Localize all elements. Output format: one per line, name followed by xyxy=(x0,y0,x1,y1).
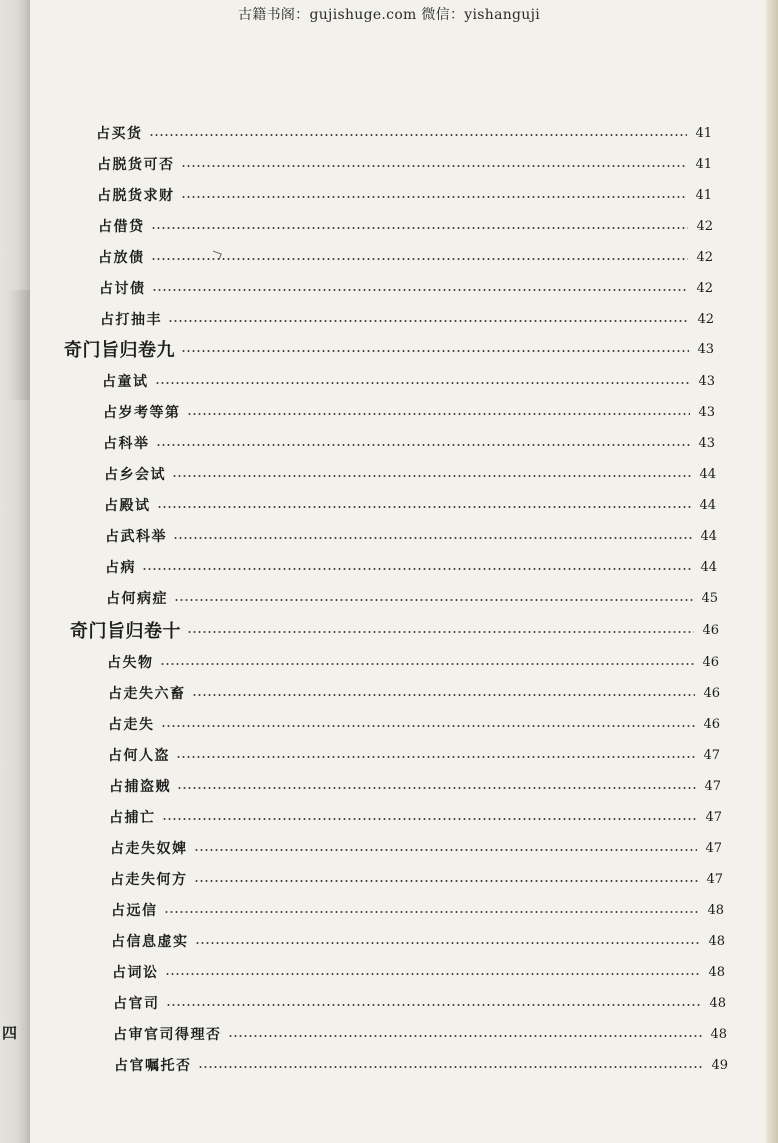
toc-entry-title: 占词讼 xyxy=(112,965,159,981)
toc-entry-title: 占乡会试 xyxy=(104,467,166,483)
toc-entry xyxy=(110,868,723,890)
toc-dot-leader xyxy=(166,1004,702,1006)
toc-entry-page-number: 41 xyxy=(695,156,712,172)
toc-entry-title: 占审官司得理否 xyxy=(113,1027,222,1043)
toc-entry xyxy=(104,463,716,485)
toc-dot-leader xyxy=(181,196,688,198)
toc-entry-page-number: 45 xyxy=(701,590,718,606)
toc-entry-title: 占远信 xyxy=(111,903,158,919)
toc-entry-title: 占放债 xyxy=(98,250,145,266)
toc-dot-leader xyxy=(151,258,689,260)
toc-entry-page-number: 46 xyxy=(702,622,719,638)
toc-dot-leader xyxy=(181,350,689,352)
toc-entry-title: 占官司 xyxy=(113,996,160,1012)
toc-dot-leader xyxy=(149,134,688,136)
toc-entry-page-number: 46 xyxy=(703,685,720,701)
toc-entry xyxy=(102,370,715,392)
toc-entry-title: 占脱货可否 xyxy=(97,157,175,173)
toc-dot-leader xyxy=(173,537,692,539)
toc-entry-page-number: 42 xyxy=(696,218,713,234)
toc-entry-title: 占买货 xyxy=(96,126,143,142)
toc-entry xyxy=(105,556,717,578)
toc-entry-page-number: 47 xyxy=(706,871,723,887)
toc-entry-page-number: 49 xyxy=(711,1057,728,1073)
toc-volume-heading xyxy=(64,338,714,360)
toc-entry xyxy=(113,992,726,1014)
toc-entry-page-number: 43 xyxy=(698,404,715,420)
toc-entry xyxy=(108,744,720,766)
toc-entry-page-number: 41 xyxy=(695,125,712,141)
toc-dot-leader xyxy=(192,694,696,696)
toc-dot-leader xyxy=(142,568,692,570)
toc-dot-leader xyxy=(162,818,698,820)
toc-dot-leader xyxy=(177,787,696,789)
toc-entry xyxy=(106,587,718,609)
toc-entry-page-number: 47 xyxy=(703,747,720,763)
toc-dot-leader xyxy=(187,413,691,415)
toc-entry xyxy=(109,806,722,828)
toc-dot-leader xyxy=(157,506,692,508)
toc-dot-leader xyxy=(152,289,689,291)
toc-entry xyxy=(99,277,713,299)
toc-entry-page-number: 48 xyxy=(707,902,724,918)
toc-dot-leader xyxy=(172,475,691,477)
toc-entry xyxy=(96,122,712,144)
toc-entry-page-number: 48 xyxy=(708,933,725,949)
toc-entry-page-number: 44 xyxy=(699,466,716,482)
toc-dot-leader xyxy=(181,165,688,167)
toc-entry-title: 占殿试 xyxy=(104,498,151,514)
toc-entry-title: 占脱货求财 xyxy=(97,188,175,204)
toc-entry xyxy=(111,899,724,921)
toc-entry xyxy=(97,184,712,206)
toc-entry-page-number: 48 xyxy=(710,1026,727,1042)
toc-dot-leader xyxy=(156,444,691,446)
toc-dot-leader xyxy=(165,973,701,975)
toc-dot-leader xyxy=(228,1035,703,1037)
toc-entry xyxy=(103,432,715,454)
toc-entry-page-number: 43 xyxy=(698,435,715,451)
toc-entry-title: 占失物 xyxy=(107,655,154,671)
toc-entry-title: 占走失六畜 xyxy=(108,686,186,702)
toc-entry-title: 占何病症 xyxy=(106,591,168,607)
toc-entry-page-number: 43 xyxy=(697,341,714,357)
toc-entry-title: 占捕盗贼 xyxy=(109,779,171,795)
toc-entry-title: 奇门旨归卷九 xyxy=(64,340,175,361)
toc-entry-page-number: 47 xyxy=(704,778,721,794)
toc-volume-heading xyxy=(70,619,719,641)
toc-dot-leader xyxy=(155,382,691,384)
toc-entry xyxy=(105,525,717,547)
toc-entry-page-number: 46 xyxy=(702,654,719,670)
toc-entry xyxy=(110,837,722,859)
toc-dot-leader xyxy=(174,599,693,601)
toc-entry-title: 占走失奴婢 xyxy=(110,841,188,857)
toc-entry-title: 占科举 xyxy=(103,436,150,452)
toc-entry-title: 占打抽丰 xyxy=(100,312,162,328)
toc-dot-leader xyxy=(194,849,698,851)
toc-entry-page-number: 42 xyxy=(696,280,713,296)
toc-entry-page-number: 41 xyxy=(695,187,712,203)
page-folio: 四 xyxy=(2,1024,18,1042)
toc-entry xyxy=(108,682,720,704)
toc-entry xyxy=(98,246,713,268)
toc-entry-page-number: 46 xyxy=(703,716,720,732)
toc-dot-leader xyxy=(168,320,689,322)
toc-entry-title: 占捕亡 xyxy=(109,810,156,826)
toc-dot-leader xyxy=(198,1066,704,1068)
toc-entry-page-number: 42 xyxy=(696,249,713,265)
toc-entry-page-number: 44 xyxy=(700,559,717,575)
toc-entry xyxy=(108,713,720,735)
toc-entry-title: 占官嘱托否 xyxy=(114,1058,192,1074)
toc-entry-title: 占走失 xyxy=(108,717,155,733)
toc-entry-page-number: 42 xyxy=(697,311,714,327)
toc-dot-leader xyxy=(151,227,689,229)
toc-dot-leader xyxy=(164,911,700,913)
toc-entry xyxy=(111,930,725,952)
toc-entry xyxy=(112,961,725,983)
toc-entry-page-number: 44 xyxy=(700,528,717,544)
toc-entry xyxy=(114,1054,728,1076)
header-watermark: 古籍书阁：gujishuge.com 微信：yishanguji xyxy=(237,7,541,23)
toc-entry-title: 占何人盗 xyxy=(108,748,170,764)
toc-entry-title: 占岁考等第 xyxy=(103,405,181,421)
toc-entry xyxy=(104,494,716,516)
toc-entry-title: 占童试 xyxy=(102,374,149,390)
toc-entry-page-number: 48 xyxy=(709,995,726,1011)
toc-entry-title: 占讨债 xyxy=(99,281,146,297)
toc-entry xyxy=(100,308,714,330)
toc-entry xyxy=(107,651,719,673)
toc-entry xyxy=(97,153,712,175)
toc-entry-title: 占病 xyxy=(105,560,136,576)
toc-entry-page-number: 48 xyxy=(708,964,725,980)
toc-entry-page-number: 43 xyxy=(698,373,715,389)
toc-entry-title: 占走失何方 xyxy=(110,872,188,888)
toc-dot-leader xyxy=(195,942,701,944)
toc-entry-title: 占武科举 xyxy=(105,529,167,545)
toc-entry xyxy=(98,215,713,237)
toc-dot-leader xyxy=(160,663,695,665)
toc-entry-title: 奇门旨归卷十 xyxy=(70,621,181,642)
toc-entry-page-number: 44 xyxy=(699,497,716,513)
toc-dot-leader xyxy=(194,880,699,882)
toc-dot-leader xyxy=(176,756,695,758)
toc-entry-page-number: 47 xyxy=(705,809,722,825)
toc-entry xyxy=(109,775,721,797)
toc-dot-leader xyxy=(161,725,696,727)
toc-entry-title: 占信息虚实 xyxy=(111,934,189,950)
toc-entry xyxy=(103,401,715,423)
toc-entry-page-number: 47 xyxy=(705,840,722,856)
toc-entry xyxy=(113,1023,727,1045)
toc-entry-title: 占借贷 xyxy=(98,219,145,235)
toc-dot-leader xyxy=(187,631,694,633)
